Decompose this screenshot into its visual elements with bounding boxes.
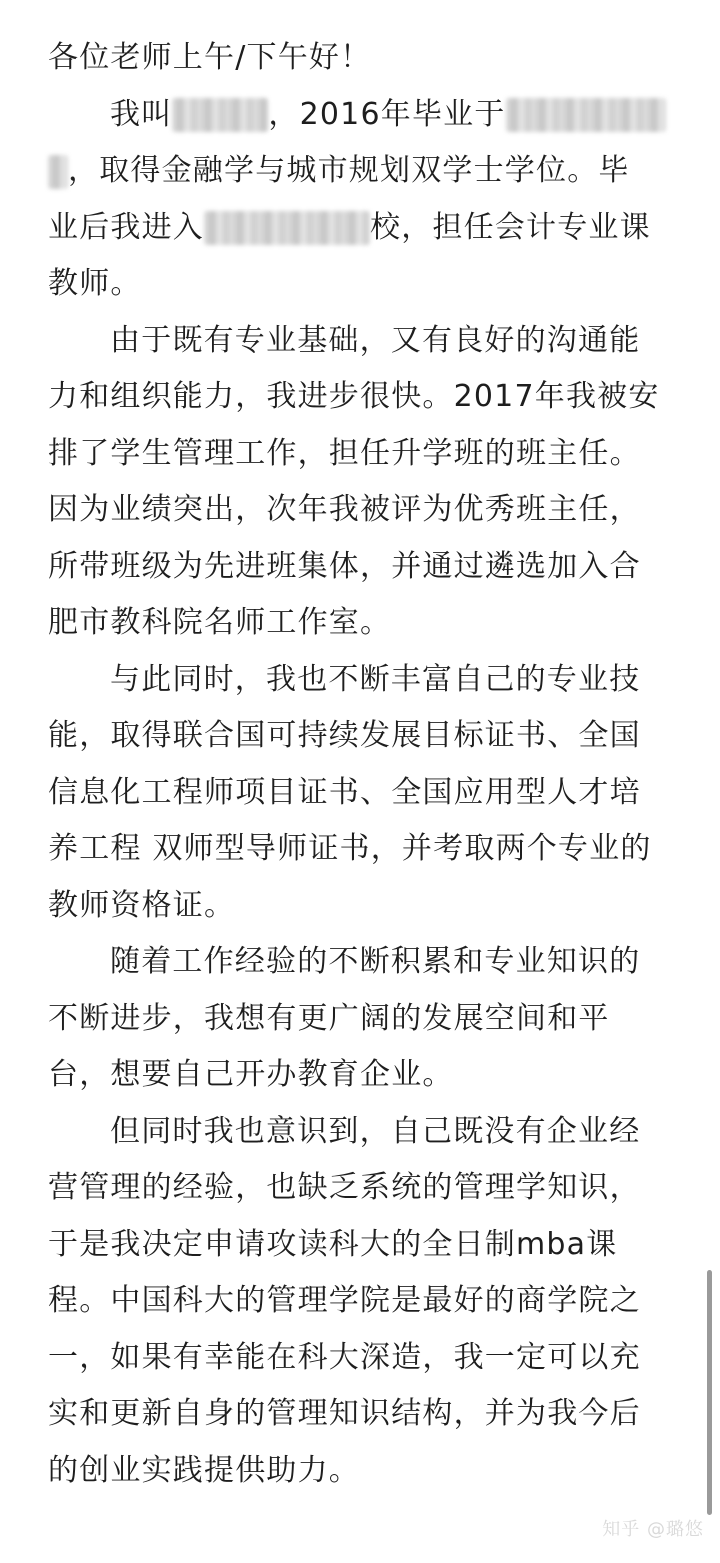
intro-text: 我叫 [110,96,173,132]
para5-line: 实和更新自身的管理知识结构，并为我今后 [48,1396,641,1431]
para5-line: 的创业实践提供助力。 [48,1452,360,1488]
intro-text: 校，担任会计专业课 [370,209,651,245]
para5-line: 营管理的经验，也缺乏系统的管理学知识， [48,1170,641,1205]
para5-line: 但同时我也意识到，自己既没有企业经 [110,1113,641,1149]
statement-document [48,30,668,1499]
redacted-name [172,98,268,132]
para5-line: 一，如果有幸能在科大深造，我一定可以充 [48,1339,641,1375]
greeting-line: 各位老师上午/下午好！ [48,40,372,75]
para2-line: 所带班级为先进班集体，并通过遴选加入合 [48,548,641,584]
para2-line: 排了学生管理工作，担任升学班的班主任。 [48,435,641,471]
para4-line: 随着工作经验的不断积累和专业知识的 [110,944,641,979]
para5-line: 程。中国科大的管理学院是最好的商学院之 [48,1283,641,1318]
para5-line: 于是我决定申请攻读科大的全日制mba课 [48,1226,618,1262]
intro-text: ，取得金融学与城市规划双学士学位。毕 [68,153,630,188]
para4-line: 台，想要自己开办教育企业。 [48,1057,454,1092]
para3-line: 与此同时，我也不断丰富自己的专业技 [110,661,641,697]
para3-line: 教师资格证。 [48,887,236,923]
para4-line: 不断进步，我想有更广阔的发展空间和平 [48,1000,610,1036]
intro-line-1 [48,87,668,144]
para2-line: 肥市教科院名师工作室。 [48,605,392,640]
intro-line-4: 教师。 [48,266,142,301]
redacted-school [506,98,666,132]
scrollbar-thumb[interactable] [707,1270,712,1515]
para3-line: 养工程 双师型导师证书，并考取两个专业的 [48,831,652,866]
para3-line: 能，取得联合国可持续发展目标证书、全国 [48,718,641,753]
redacted-school-end [48,155,68,189]
intro-line-2 [48,143,668,200]
para3-line: 信息化工程师项目证书、全国应用型人才培 [48,774,641,810]
para2-line: 因为业绩突出，次年我被评为优秀班主任， [48,492,641,527]
redacted-employer [204,211,370,245]
para2-line: 力和组织能力，我进步很快。2017年我被安 [48,379,660,414]
para2-line: 由于既有专业基础，又有良好的沟通能 [110,322,641,358]
intro-text: 业后我进入 [48,209,204,245]
zhihu-watermark: 知乎 @璐悠 [602,1519,704,1540]
intro-text: ，2016年毕业于 [268,96,506,132]
intro-line-3 [48,200,668,257]
